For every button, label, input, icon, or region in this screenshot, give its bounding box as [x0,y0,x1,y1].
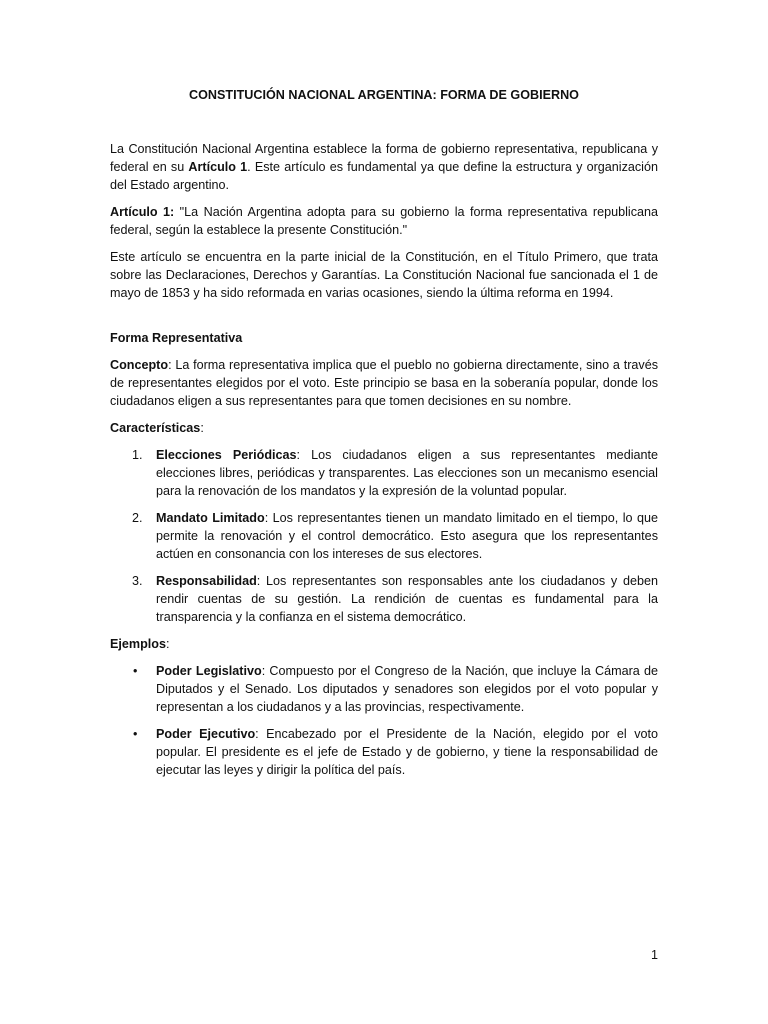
bullet-icon: • [133,727,138,741]
list-item-text: : Los representantes son responsables ante los ciudadanos y deben rendir cuentas de su gestión. La rendición de cuentas es fundamental para la transparencia y la confianza en el sistema democrático. [156,574,658,624]
document-title: CONSTITUCIÓN NACIONAL ARGENTINA: FORMA DE GOBIERNO [189,88,579,102]
article-quote-paragraph [110,203,658,239]
examples-colon: : [166,637,170,651]
list-item [110,662,658,716]
concept-paragraph [110,356,658,410]
list-item-title: Responsabilidad [156,574,257,588]
examples-list [110,662,658,779]
characteristics-label: Características [110,421,201,435]
document-body [110,86,658,788]
characteristics-colon: : [200,421,204,435]
list-item [110,725,658,779]
concept-label: Concepto [110,358,169,372]
examples-label: Ejemplos [110,637,166,651]
intro-text-end: . Este artículo es fundamental ya que define la estructura y organización del Estado argentino. [110,160,658,192]
list-item [110,446,658,500]
list-item-title: Poder Legislativo [156,664,262,678]
list-item-text: : Los ciudadanos eligen a sus representantes mediante elecciones libres, periódicas y transparentes. Las elecciones son un mecanismo esencial para la renovación de los mandatos y la expresión de la voluntad popular. [156,448,659,498]
intro-paragraph [110,140,658,194]
concept-text: : La forma representativa implica que el pueblo no gobierna directamente, sino a través de representantes elegidos por el voto. Este principio se basa en la soberanía popular, donde los ciudadanos eligen a sus representantes para que tomen decisiones en su nombre. [110,358,658,408]
list-item-text: : Los representantes tienen un mandato limitado en el tiempo, lo que permite la renovación y el control democrático. Esto asegura que los representantes actúen en consonancia con los intereses de sus electores. [156,511,658,561]
list-item-title: Mandato Limitado [156,511,265,525]
list-number: 1. [132,448,143,462]
intro-article-reference: Artículo 1 [188,160,248,174]
article-quote-text: "La Nación Argentina adopta para su gobierno la forma representativa republicana federal, según la establece la presente Constitución." [110,205,659,237]
list-number: 3. [132,574,143,588]
list-item-text: : Compuesto por el Congreso de la Nación, que incluye la Cámara de Diputados y el Senado. Los diputados y senadores son elegidos por el voto popular y representan a los ciudadanos y a las provincias, respectivamente. [156,664,658,714]
list-item-title: Poder Ejecutivo [156,727,256,741]
examples-heading [110,635,658,653]
page-number: 1 [651,948,659,962]
list-number: 2. [132,511,143,525]
context-paragraph: Este artículo se encuentra en la parte inicial de la Constitución, en el Título Primero, que trata sobre las Declaraciones, Derechos y Garantías. La Constitución Nacional fue sancionada el 1 de mayo de 1853 y ha sido reformada en varias ocasiones, siendo la última reforma en 1994. [110,250,658,300]
bullet-icon: • [133,664,138,678]
characteristics-list [110,446,658,626]
list-item [110,509,658,563]
article-label: Artículo 1: [110,205,175,219]
list-item-text: : Encabezado por el Presidente de la Nación, elegido por el voto popular. El presidente es el jefe de Estado y de gobierno, y tiene la responsabilidad de ejecutar las leyes y dirigir la política del país. [156,727,658,777]
list-item [110,572,658,626]
intro-text-start: La Constitución Nacional Argentina establece la forma de gobierno representativa, republicana y federal en su [110,142,658,174]
section-heading: Forma Representativa [110,331,243,345]
list-item-title: Elecciones Periódicas [156,448,297,462]
characteristics-heading [110,419,658,437]
